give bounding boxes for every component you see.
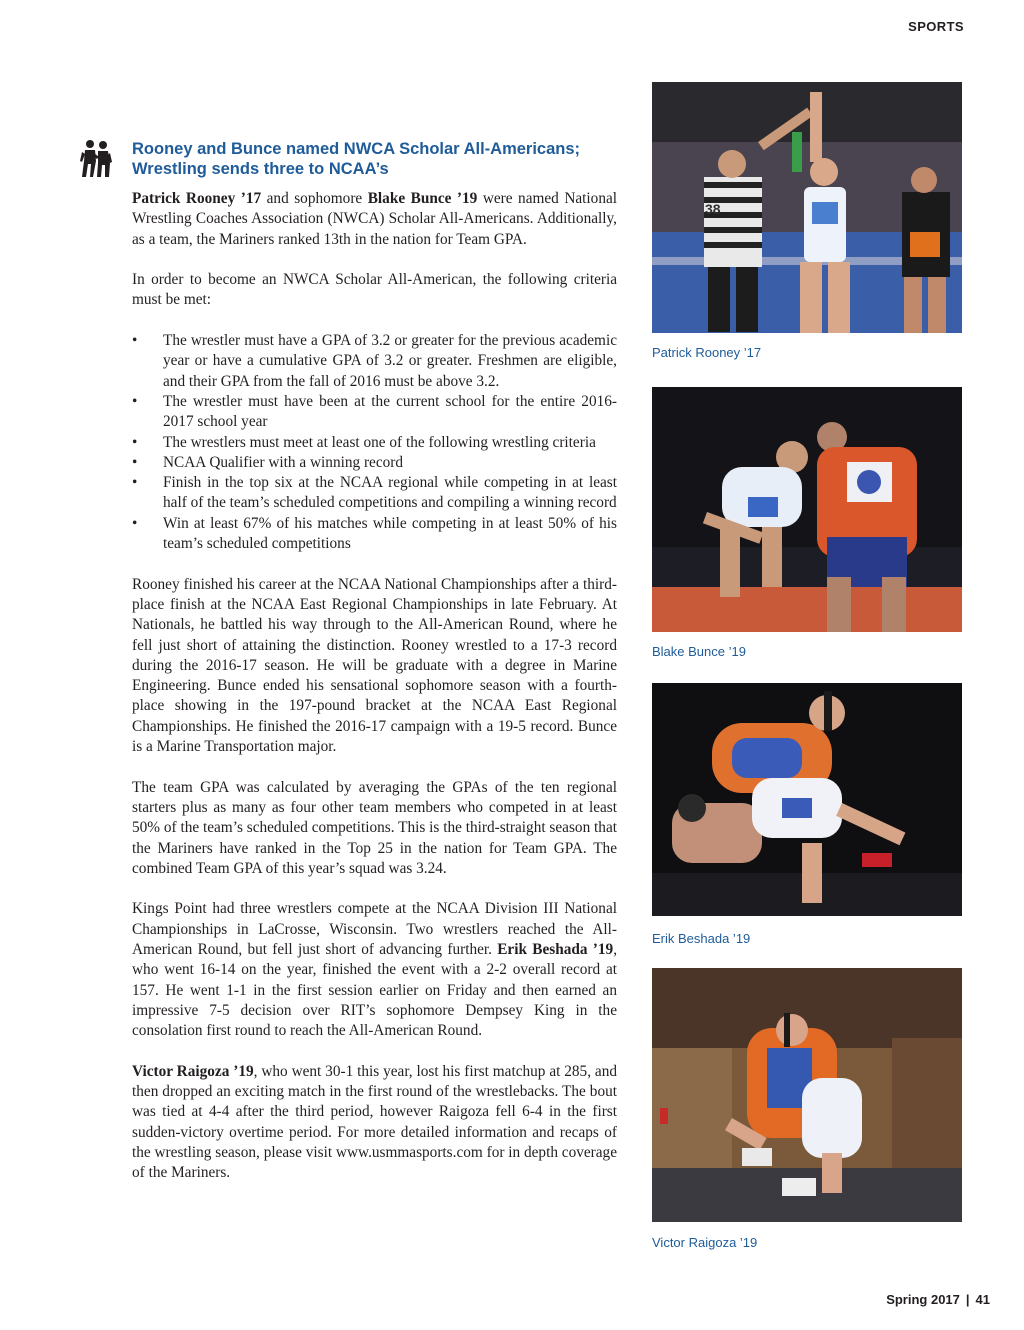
text-run: were named National Wrestling Coaches Association (NWCA) Scholar All-Americans. Additionally, as a team, the Mariners ranked 13th in the nation for Team GPA.	[132, 190, 618, 248]
headline	[132, 139, 622, 179]
jersey-number: 38	[705, 201, 721, 217]
text-run: and sophomore	[261, 190, 368, 207]
athlete-name: Erik Beshada ’19	[497, 940, 614, 958]
team-gpa-paragraph: The team GPA was calculated by averaging the GPAs of the ten regional starters plus as many as four other team members who competed in at least 50% of the team’s scheduled competitions. This is the third-straight season that the Mariners have ranked in the Top 25 in the nation for Team GPA. The combined Team GPA of this year’s squad was 3.24.	[132, 778, 617, 877]
headline-line-2: Wrestling sends three to NCAA’s	[132, 160, 389, 178]
intro-paragraph	[132, 189, 617, 250]
criteria-intro: In order to become an NWCA Scholar All-American, the following criteria must be met:	[132, 271, 617, 309]
section-label: SPORTS	[908, 19, 964, 34]
rooney-bunce-paragraph: Rooney finished his career at the NCAA National Championships after a third-place finish at the NCAA East Regional Championships in late February. At Nationals, he battled his way through to the All-American Round, where he fell just short of attaining the distinction. Rooney wrestled to a 17-3 record during the 2016-17 season. He will be graduate with a degree in Marine Engineering. Bunce ended his sensational sophomore season with a fourth-place showing in the 197-pound bracket at the NCAA East Regional Championships. He finished the 2016-17 campaign with a 19-5 record. Bunce is a Marine Transportation major.	[132, 575, 617, 756]
article-body	[132, 189, 617, 1204]
photo-victor-raigoza	[652, 968, 962, 1222]
page-footer	[760, 1292, 990, 1307]
list-item: • Finish in the top six at the NCAA regional while competing in at least half of the team’s scheduled competitions and compiling a winning record	[132, 473, 617, 514]
text-run: , who went 30-1 this year, lost his first matchup at 285, and then dropped an exciting match in the first round of the wrestlebacks. The bout was tied at 4-4 after the third period, however Raigoza fell 6-4 in the first sudden-victory overtime period. For more detailed information and recaps of the wrestling season, please visit www.usmmasports.com for in depth coverage of the Mariners.	[132, 1062, 617, 1182]
list-item: • NCAA Qualifier with a winning record	[132, 453, 617, 473]
issue-label: Spring 2017	[886, 1292, 960, 1307]
photo-blake-bunce	[652, 387, 962, 632]
raigoza-paragraph	[132, 1062, 617, 1184]
photo-caption: Blake Bunce ’19	[652, 644, 746, 659]
text-run: , who went 16-14 on the year, finished the event with a 2-2 overall record at 157. He went 1-1 in the first session earlier on Friday and then earned an impressive 7-5 decision over RIT’s sophomore Dempsey King in the consolation first round to reach the All-American Round.	[132, 940, 618, 1040]
wrestlers-icon	[80, 139, 112, 179]
headline-line-1: Rooney and Bunce named NWCA Scholar All-Americans;	[132, 140, 581, 158]
list-item: • The wrestlers must meet at least one of the following wrestling criteria	[132, 433, 617, 453]
photo-erik-beshada	[652, 683, 962, 916]
criteria-list	[132, 331, 617, 554]
footer-separator: |	[965, 1292, 970, 1307]
list-item: • Win at least 67% of his matches while competing in at least 50% of his team’s scheduled competitions	[132, 514, 617, 555]
photo-patrick-rooney	[652, 82, 962, 333]
athlete-name: Patrick Rooney ’17	[132, 190, 262, 207]
athlete-name: Victor Raigoza ’19	[132, 1062, 254, 1080]
athlete-name: Blake Bunce ’19	[367, 190, 478, 207]
photo-caption: Victor Raigoza ’19	[652, 1235, 758, 1250]
photo-caption: Patrick Rooney ’17	[652, 345, 762, 360]
photo-caption: Erik Beshada ’19	[652, 931, 751, 946]
text-run: Kings Point had three wrestlers compete at the NCAA Division III National Championships in LaCrosse, Wisconsin. Two wrestlers reached the All-American Round, but fell just short of advancing further.	[132, 900, 617, 958]
championships-paragraph	[132, 899, 617, 1041]
list-item: • The wrestler must have a GPA of 3.2 or greater for the previous academic year or have a cumulative GPA of 3.2 or greater. Freshmen are eligible, and their GPA from the fall of 2016 must be above 3.2.	[132, 331, 617, 392]
list-item: • The wrestler must have been at the current school for the entire 2016-2017 school year	[132, 392, 617, 433]
page-number: 41	[975, 1292, 990, 1307]
